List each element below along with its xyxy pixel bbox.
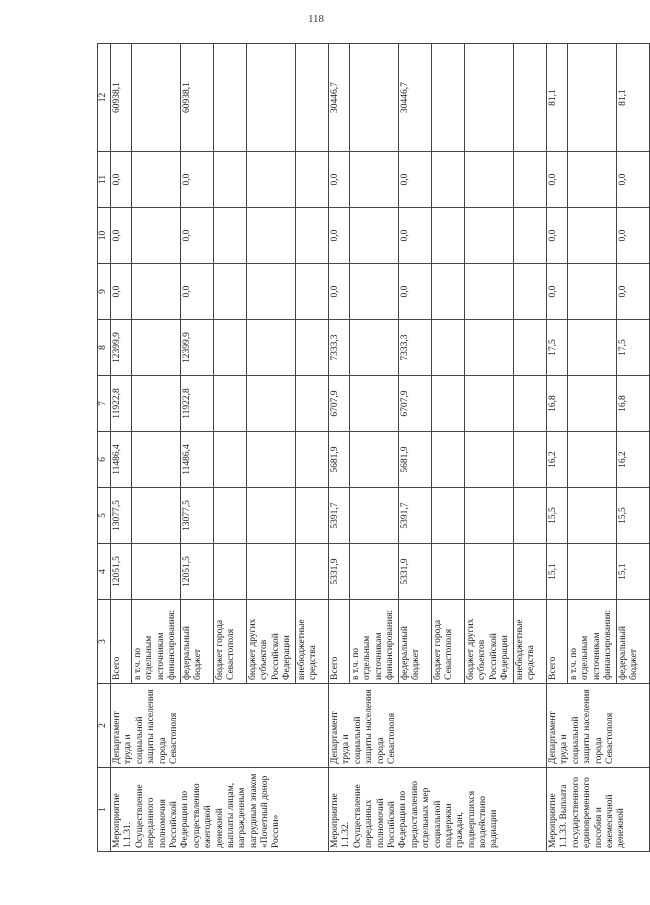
page-number: 118 (307, 13, 325, 25)
value-cell: 6707,9 (399, 376, 432, 432)
value-cell: 60938,1 (181, 44, 214, 152)
value-cell: 0,0 (617, 264, 650, 320)
source-total: Всего (547, 600, 568, 684)
source-incl: в т.ч. по отдельным источникам финансирования: (132, 600, 181, 684)
source-federal: федеральный бюджет (617, 600, 650, 684)
value-cell: 16,8 (547, 376, 568, 432)
value-cell: 0,0 (111, 152, 132, 208)
value-cell: 60938,1 (111, 44, 132, 152)
value-cell: 16,8 (617, 376, 650, 432)
value-cell: 13077,5 (111, 488, 132, 544)
value-cell: 81,1 (617, 44, 650, 152)
value-cell: 5391,7 (399, 488, 432, 544)
value-cell: 5331,9 (399, 544, 432, 600)
source-total: Всего (111, 600, 132, 684)
value-cell: 11922,8 (181, 376, 214, 432)
value-cell: 5331,9 (329, 544, 350, 600)
value-cell: 0,0 (329, 152, 350, 208)
value-cell: 0,0 (181, 152, 214, 208)
source-incl: в т.ч. по отдельным источникам финансирования: (350, 600, 399, 684)
value-cell: 0,0 (547, 264, 568, 320)
value-cell: 0,0 (399, 152, 432, 208)
source-offbudget: внебюджетные средства (514, 600, 547, 684)
measure-executor: Департамент труда и социальной защиты населения города Севастополя (329, 684, 547, 768)
value-cell: 0,0 (111, 264, 132, 320)
value-cell: 12051,5 (111, 544, 132, 600)
table-row (111, 44, 132, 852)
value-cell: 11486,4 (181, 432, 214, 488)
value-cell: 0,0 (399, 264, 432, 320)
source-subjects: бюджет других субъектов Российской Федерации (247, 600, 296, 684)
value-cell: 16,2 (547, 432, 568, 488)
source-city: бюджет города Севастополя (432, 600, 465, 684)
value-cell: 0,0 (399, 208, 432, 264)
value-cell: 0,0 (111, 208, 132, 264)
measure-name: Мероприятие 1.1.32. Осуществление переданных полномочий Российской Федерации по предоставлению отдельных мер социальной поддержки граждан, подвергшихся воздействию радиации (329, 768, 547, 852)
header-cell: 5 (98, 488, 111, 544)
value-cell: 6707,9 (329, 376, 350, 432)
value-cell: 81,1 (547, 44, 568, 152)
value-cell: 12051,5 (181, 544, 214, 600)
value-cell: 5681,9 (399, 432, 432, 488)
value-cell: 0,0 (547, 208, 568, 264)
value-cell: 17,5 (547, 320, 568, 376)
source-total: Всего (329, 600, 350, 684)
value-cell: 0,0 (181, 208, 214, 264)
header-cell: 10 (98, 208, 111, 264)
source-city: бюджет города Севастополя (214, 600, 247, 684)
value-cell: 11486,4 (111, 432, 132, 488)
value-cell: 15,1 (617, 544, 650, 600)
header-cell: 3 (98, 600, 111, 684)
value-cell: 15,5 (617, 488, 650, 544)
header-cell: 6 (98, 432, 111, 488)
header-cell: 12 (98, 44, 111, 152)
value-cell: 0,0 (617, 152, 650, 208)
table-row (329, 44, 350, 852)
value-cell: 15,1 (547, 544, 568, 600)
header-cell: 7 (98, 376, 111, 432)
value-cell: 16,2 (617, 432, 650, 488)
rotated-table-container (97, 44, 640, 852)
header-cell: 11 (98, 152, 111, 208)
value-cell: 30446,7 (399, 44, 432, 152)
header-cell: 9 (98, 264, 111, 320)
value-cell: 0,0 (329, 264, 350, 320)
measure-executor: Департамент труда и социальной защиты населения города Севастополя (111, 684, 329, 768)
source-federal: федеральный бюджет (399, 600, 432, 684)
value-cell: 12399,9 (111, 320, 132, 376)
value-cell: 17,5 (617, 320, 650, 376)
source-incl: в т.ч. по отдельным источникам финансирования: (568, 600, 617, 684)
value-cell: 0,0 (617, 208, 650, 264)
measure-executor: Департамент труда и социальной защиты населения города Севастополя (547, 684, 650, 768)
source-subjects: бюджет других субъектов Российской Федерации (465, 600, 514, 684)
value-cell: 5391,7 (329, 488, 350, 544)
header-row (98, 44, 111, 852)
value-cell: 13077,5 (181, 488, 214, 544)
value-cell: 12399,9 (181, 320, 214, 376)
value-cell: 0,0 (329, 208, 350, 264)
value-cell: 0,0 (181, 264, 214, 320)
header-cell: 2 (98, 684, 111, 768)
source-offbudget: внебюджетные средства (296, 600, 329, 684)
measure-name: Мероприятие 1.1.33. Выплата государственного единовременного пособия и ежемесячной денежной (547, 768, 650, 852)
header-cell: 8 (98, 320, 111, 376)
table-row (547, 44, 568, 852)
value-cell: 11922,8 (111, 376, 132, 432)
value-cell: 15,5 (547, 488, 568, 544)
measure-name: Мероприятие 1.1.31. Осуществление переданного полномочия Российской Федерации по осуществлению ежегодной денежной выплаты лицам, награжденным нагрудным знаком «Почетный донор России» (111, 768, 329, 852)
funding-table (97, 43, 650, 852)
value-cell: 0,0 (547, 152, 568, 208)
header-cell: 1 (98, 768, 111, 852)
value-cell: 5681,9 (329, 432, 350, 488)
header-cell: 4 (98, 544, 111, 600)
value-cell: 30446,7 (329, 44, 350, 152)
value-cell: 7333,3 (329, 320, 350, 376)
source-federal: федеральный бюджет (181, 600, 214, 684)
value-cell: 7333,3 (399, 320, 432, 376)
